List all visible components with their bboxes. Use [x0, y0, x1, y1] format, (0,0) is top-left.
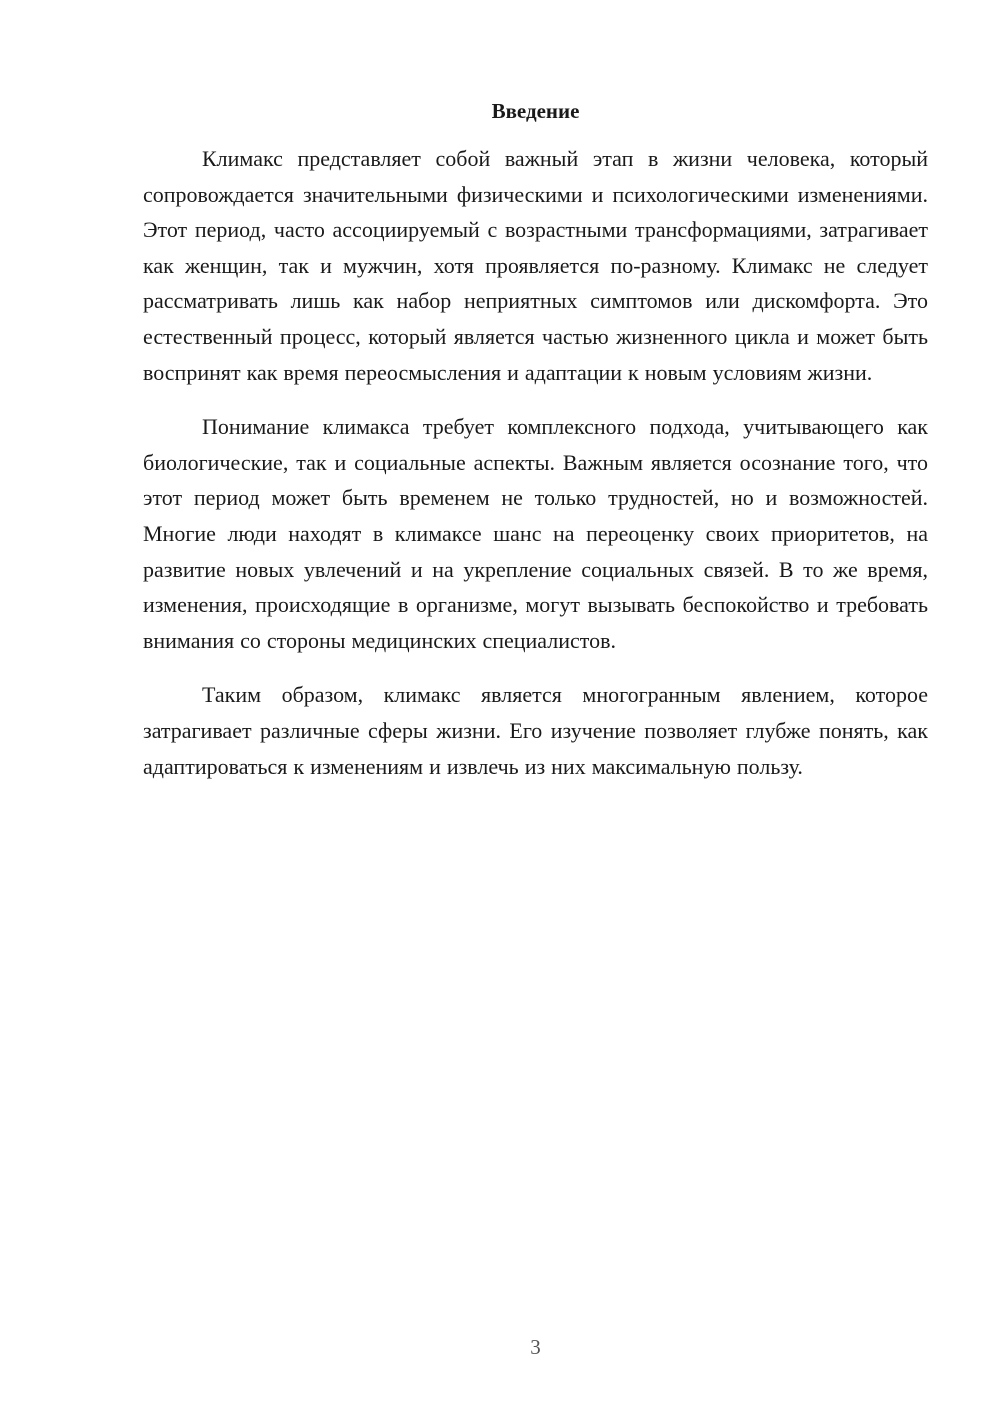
paragraph-3: Таким образом, климакс является многогранным явлением, которое затрагивает различные сферы жизни. Его изучение позволяет глубже понять, как адаптироваться к изменениям и извлечь из них максимальную пользу. — [143, 682, 928, 779]
paragraph-1: Климакс представляет собой важный этап в жизни человека, который сопровождается значительными физическими и психологическими изменениями. Этот период, часто ассоциируемый с возрастными трансформациями, затрагивает как женщин, так и мужчин, хотя проявляется по-разному. Климакс не следует рассматривать лишь как набор неприятных симптомов или дискомфорта. Это естественный процесс, который является частью жизненного цикла и может быть воспринят как время переосмысления и адаптации к новым условиям жизни. — [143, 146, 928, 385]
document-body — [143, 141, 928, 803]
paragraph-2: Понимание климакса требует комплексного подхода, учитывающего как биологические, так и социальные аспекты. Важным является осознание того, что этот период может быть временем не только трудностей, но и возможностей. Многие люди находят в климаксе шанс на переоценку своих приоритетов, на развитие новых увлечений и на укрепление социальных связей. В то же время, изменения, происходящие в организме, могут вызывать беспокойство и требовать внимания со стороны медицинских специалистов. — [143, 414, 928, 653]
page-number: 3 — [530, 1335, 541, 1359]
document-page — [143, 0, 928, 1414]
page-title: Введение — [491, 99, 580, 123]
